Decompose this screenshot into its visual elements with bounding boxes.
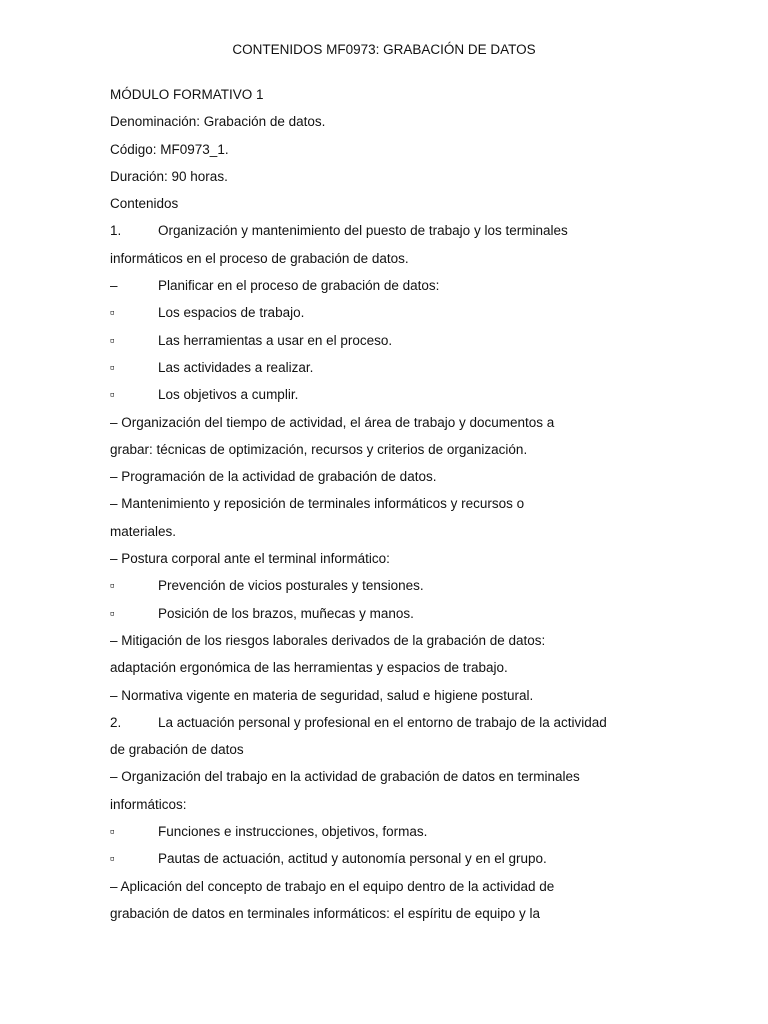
text-line <box>110 495 630 522</box>
text-line <box>110 796 630 823</box>
line-text: – Postura corporal ante el terminal informático: <box>110 551 390 567</box>
line-text: – Normativa vigente en materia de seguridad, salud e higiene postural. <box>110 687 534 703</box>
line-text: Pautas de actuación, actitud y autonomía personal y en el grupo. <box>158 851 547 867</box>
text-line <box>110 414 630 441</box>
text-line <box>110 905 630 932</box>
line-text: Las herramientas a usar en el proceso. <box>158 332 393 348</box>
line-text: Duración: 90 horas. <box>110 168 228 184</box>
line-text: de grabación de datos <box>110 742 244 758</box>
bullet-item <box>110 605 630 632</box>
line-text: Organización y mantenimiento del puesto de trabajo y los terminales <box>158 223 568 239</box>
dash-item <box>110 277 630 304</box>
line-text: – Aplicación del concepto de trabajo en el equipo dentro de la actividad de <box>110 878 555 894</box>
text-line <box>110 441 630 468</box>
text-line <box>110 550 630 577</box>
text-line <box>110 687 630 714</box>
section-number: 1. <box>110 223 122 239</box>
bullet-icon: ▫ <box>110 578 115 594</box>
line-text: Denominación: Grabación de datos. <box>110 114 326 130</box>
line-text: Prevención de vicios posturales y tensiones. <box>158 578 424 594</box>
line-text: materiales. <box>110 523 177 539</box>
line-text: – Mitigación de los riesgos laborales derivados de la grabación de datos: <box>110 632 546 648</box>
document-title: CONTENIDOS MF0973: GRABACIÓN DE DATOS <box>232 42 536 57</box>
bullet-icon: ▫ <box>110 305 115 321</box>
line-text: Las actividades a realizar. <box>158 359 314 375</box>
line-text: grabación de datos en terminales informáticos: el espíritu de equipo y la <box>110 905 540 921</box>
dash-marker: – <box>110 278 118 294</box>
text-line <box>110 659 630 686</box>
bullet-icon: ▫ <box>110 851 115 867</box>
text-line <box>110 768 630 795</box>
text-line <box>110 741 630 768</box>
duracion-line <box>110 168 630 195</box>
line-text: La actuación personal y profesional en el entorno de trabajo de la actividad <box>158 714 607 730</box>
line-text: MÓDULO FORMATIVO 1 <box>110 87 264 102</box>
line-text: – Mantenimiento y reposición de terminales informáticos y recursos o <box>110 496 525 512</box>
contenidos-heading <box>110 195 630 222</box>
section-2-heading <box>110 714 630 741</box>
bullet-item <box>110 386 630 413</box>
bullet-icon: ▫ <box>110 332 115 348</box>
line-text: informáticos en el proceso de grabación de datos. <box>110 250 409 266</box>
bullet-icon: ▫ <box>110 387 115 403</box>
bullet-item <box>110 359 630 386</box>
codigo-line <box>110 141 630 168</box>
bullet-item <box>110 850 630 877</box>
line-text: – Organización del trabajo en la actividad de grabación de datos en terminales <box>110 769 580 785</box>
line-text: Los espacios de trabajo. <box>158 305 305 321</box>
line-text: grabar: técnicas de optimización, recursos y criterios de organización. <box>110 441 528 457</box>
line-text: Funciones e instrucciones, objetivos, formas. <box>158 824 428 840</box>
line-text: Código: MF0973_1. <box>110 141 229 157</box>
text-line <box>110 878 630 905</box>
text-line <box>110 523 630 550</box>
section-number: 2. <box>110 714 122 730</box>
line-text: – Organización del tiempo de actividad, el área de trabajo y documentos a <box>110 414 555 430</box>
line-text: Planificar en el proceso de grabación de datos: <box>158 278 440 294</box>
bullet-icon: ▫ <box>110 824 115 840</box>
line-text: – Programación de la actividad de grabación de datos. <box>110 469 437 485</box>
line-text: adaptación ergonómica de las herramientas y espacios de trabajo. <box>110 660 508 676</box>
text-line <box>110 632 630 659</box>
line-text: Contenidos <box>110 196 179 212</box>
document-body <box>110 86 630 932</box>
bullet-icon: ▫ <box>110 359 115 375</box>
heading-modulo <box>110 86 630 113</box>
bullet-item <box>110 577 630 604</box>
denominacion-line <box>110 113 630 140</box>
bullet-icon: ▫ <box>110 605 115 621</box>
line-text: informáticos: <box>110 796 187 812</box>
text-line <box>110 250 630 277</box>
line-text: Los objetivos a cumplir. <box>158 387 299 403</box>
line-text: Posición de los brazos, muñecas y manos. <box>158 605 414 621</box>
bullet-item <box>110 304 630 331</box>
text-line <box>110 468 630 495</box>
section-1-heading <box>110 222 630 249</box>
bullet-item <box>110 823 630 850</box>
bullet-item <box>110 332 630 359</box>
